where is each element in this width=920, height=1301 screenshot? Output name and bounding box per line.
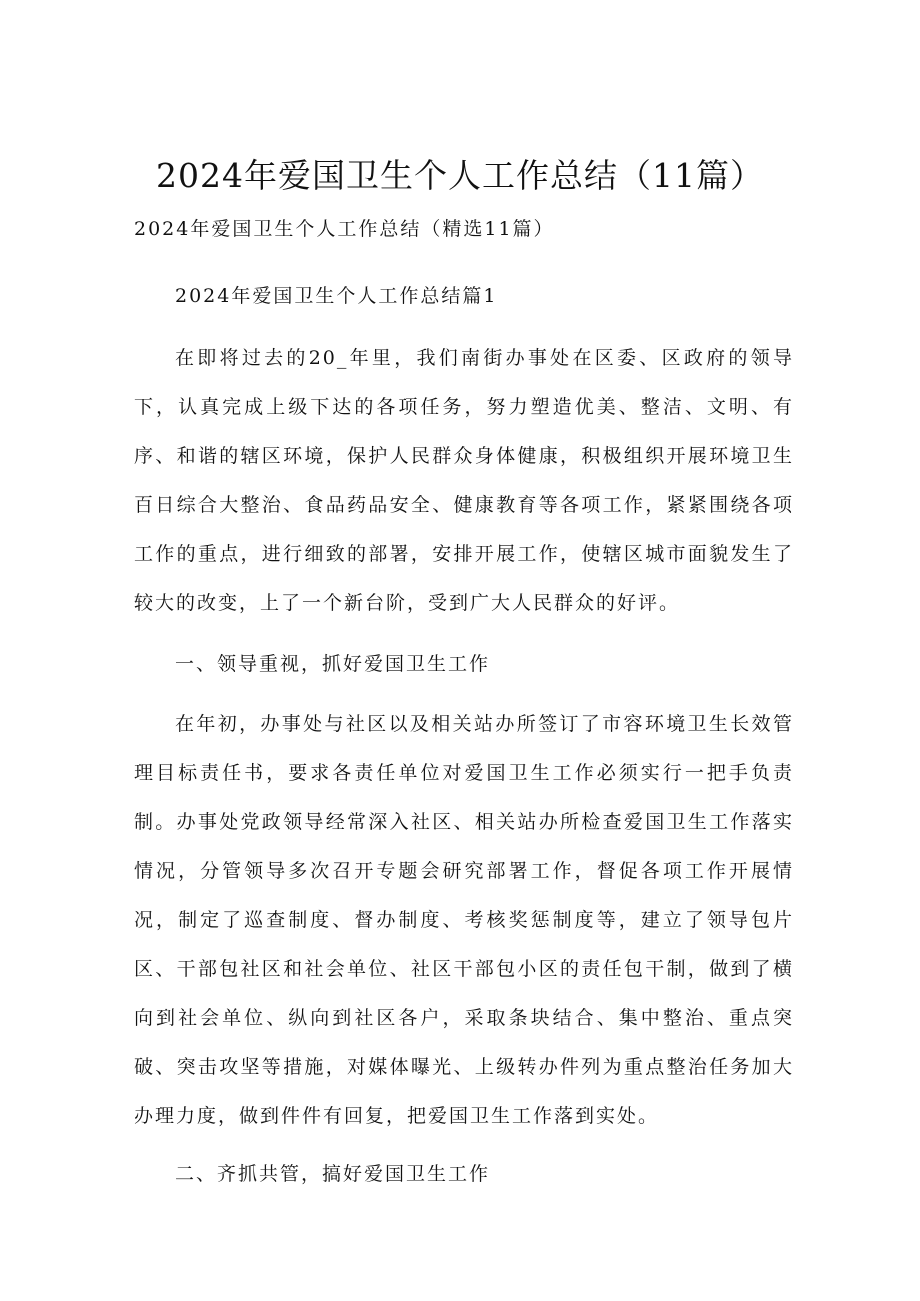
document-title: 2024年爱国卫生个人工作总结（11篇） — [156, 156, 764, 195]
paragraph-2: 在年初，办事处与社区以及相关站办所签订了市容环境卫生长效管理目标责任书，要求各责任单位对爱国卫生工作必须实行一把手负责制。办事处党政领导经常深入社区、相关站办所检查爱国卫生工作落实情况，分管领导多次召开专题会研究部署工作，督促各项工作开展情况，制定了巡查制度、督办制度、考核奖惩制度等，建立了领导包片区、干部包社区和社会单位、社区干部包小区的责任包干制，做到了横向到社会单位、纵向到社区各户，采取条块结合、集中整治、重点突破、突击攻坚等措施，对媒体曝光、上级转办件列为重点整治任务加大办理力度，做到件件有回复，把爱国卫生工作落到实处。 — [134, 713, 794, 1127]
document-subtitle: 2024年爱国卫生个人工作总结（精选11篇） — [134, 218, 555, 240]
heading-1: 一、领导重视，抓好爱国卫生工作 — [175, 653, 491, 675]
heading-2: 二、齐抓共管，搞好爱国卫生工作 — [175, 1163, 491, 1185]
section-title: 2024年爱国卫生个人工作总结篇1 — [175, 285, 498, 307]
paragraph-1: 在即将过去的20_年里，我们南街办事处在区委、区政府的领导下，认真完成上级下达的各项任务，努力塑造优美、整洁、文明、有序、和谐的辖区环境，保护人民群众身体健康，积极组织开展环境卫生百日综合大整治、食品药品安全、健康教育等各项工作，紧紧围绕各项工作的重点，进行细致的部署，安排开展工作，使辖区城市面貌发生了较大的改变，上了一个新台阶，受到广大人民群众的好评。 — [134, 347, 794, 614]
